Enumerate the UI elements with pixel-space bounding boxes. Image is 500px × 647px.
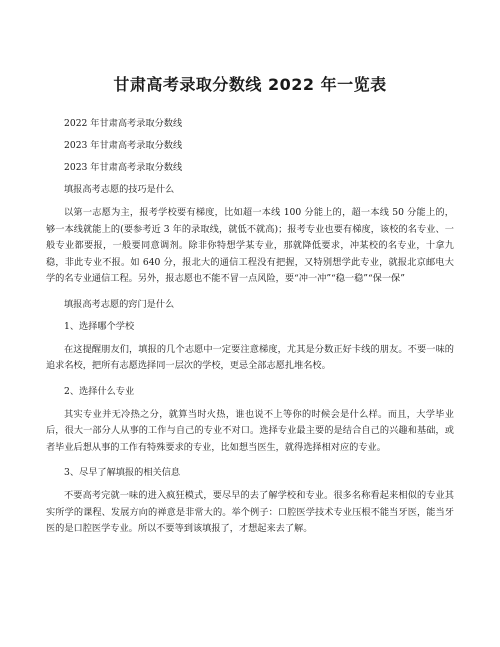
document-title: 甘肃高考录取分数线 2022 年一览表 bbox=[113, 75, 387, 94]
paragraph-info: 不要高考完就一味的进入疯狂模式，要尽早的去了解学校和专业。很多名称看起来相似的专业其实所学的课程、发展方向的禅意是非常大的。举个例子：口腔医学技术专业压根不能当牙医，能当牙医的是口腔医学专业。所以不要等到该填报了，才想起来去了解。 bbox=[46, 490, 454, 534]
toc-line-2023-b: 2023 年甘肃高考录取分数线 bbox=[64, 162, 183, 173]
subheading-major: 2、选择什么专业 bbox=[64, 385, 135, 397]
paragraph-major: 其实专业并无冷热之分，就算当时火热，谁也说不上等你的时候会是什么样。而且，大学毕业后，很大一部分人从事的工作与自己的专业不对口。选择专业最主要的是结合自己的兴趣和基础，或者毕业后想从事的工作有特殊要求的专业，比如想当医生，就得选择相对应的专业。 bbox=[46, 408, 454, 453]
toc-line-2023-a: 2023 年甘肃高考录取分数线 bbox=[64, 140, 183, 151]
subheading-info: 3、尽早了解填报的相关信息 bbox=[64, 467, 181, 478]
paragraph-tips: 以第一志愿为主，报考学校要有梯度，比如超一本线 100 分能上的，超一本线 50 分能上的，够一本线就能上的(要参考近 3 年的录取线，就低不就高)；报考专业也要有梯度，该校的名专业、一般专业都要报，一般要同意调剂。除非你特想学某专业，那就降低要求，冲某校的名专业，十拿九稳，非此专业不报。如 640 分，报北大的通信工程没有把握，又特别想学此专业，就报北京邮电大学的名专业通信工程。另外，报志愿也不能不冒一点风险，要“冲一冲”“稳一稳”“保一保” bbox=[46, 207, 454, 284]
paragraph-school: 在这提醒朋友们，填报的几个志愿中一定要注意梯度，尤其是分数正好卡线的朋友。不要一味的追求名校，把所有志愿选择同一层次的学校，更忌全部志愿扎堆名校。 bbox=[46, 343, 454, 371]
section-heading-tricks: 填报高考志愿的窍门是什么 bbox=[64, 298, 175, 310]
section-heading-tips: 填报高考志愿的技巧是什么 bbox=[64, 184, 175, 195]
toc-line-2022: 2022 年甘肃高考录取分数线 bbox=[64, 118, 183, 129]
subheading-school: 1、选择哪个学校 bbox=[64, 320, 135, 332]
